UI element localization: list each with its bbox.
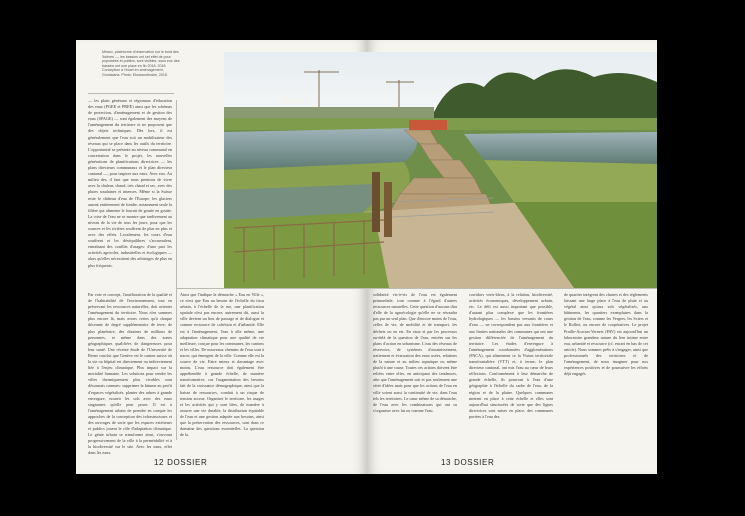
- section-label: DOSSIER: [167, 458, 208, 467]
- divider: [176, 288, 367, 289]
- viewing-deck: [409, 120, 447, 130]
- photo-caption: Meaux, plateforme d'observation sur le bord des 'lisières' — les bassins ont cet effet de pour populaires et publics, sont visibles, sous eux des bassins ont une place en fin 2018. 2018 Conception à l'écart en aménagement, Gondwana. Photo: Ekstraordinaire, 2018: [102, 50, 180, 77]
- divider: [176, 100, 177, 440]
- landscape-photo: [224, 52, 657, 288]
- folio-left: [154, 458, 210, 467]
- text-column-right-1: solidarité vis-à-vis de l'eau est également primordiale, tout comme à l'égard d'autres ressources naturelles. Cette question d'aucuns dira d'elle de la agroécologie qu'elle ne se résoudra pas par un seul plan. Que d'encore moins de l'eau, celles de vie, de mobilité et de transport, les déchets ou en est. En eaux et par les processus au-delà de la question de l'eau, entrées sur les plans d'action en urbanisme. L'eau des réseaux de réservoirs, de systèmes d'assainissement, traitement et évacuation des eaux usées, relations de la nature et au milieu aquatique ou même plutôt à une cause. Toutes ces actions doivent être reliées entre elles, en anticipant des tendances, afin que l'aménagement soit et pas seulement une série d'idées mais pour que les actions de l'eau en ville soient aussi la continuité de vie, dans l'eau tels les territoires. Le cœur même de sa démarche, de l'eau avec les combinaisons qui ont su s'organiser avec lui ou comme l'eau.: [373, 292, 458, 413]
- building: [279, 98, 309, 104]
- divider: [367, 288, 657, 289]
- text-column-right-3: de quartier intègrent des chartes et des règlements laissant une large place à l'eau de pluie et au végétal ainsi qu'aux sols végétalisés, aux bâtiments, les quartiers exemplaires dans la gestion de l'eau, comme les Vergers, les Sciers et le Rolliet, ou encore de coopératives. Le projet Praille-Acacias-Vernets (PAV) est aujourd'hui un laboratoire grandeur nature du lien intime entre eau, urbanité et ressource (cf. encart en bas de cet article). Nous sommes prêts à s'engager, ainsi que professionnels des territoires et de l'aménagement, de nous imaginer pour nos expériences positives et de poursuivre les efforts déjà engagés.: [564, 292, 648, 377]
- text-column-right-2: corridors verts-bleus, à la relation, biodiversité, activités économiques, développement urbain, etc. Le défi est aussi important que possible, d'autant plus complexe que les frontières hydrologiques — les bassins versants de cours d'eau — ne correspondent pas aux frontières et aux limites nationales des communes qui ont une gestion différenciée de l'aménagement du territoire. Les études d'envergure à l'aménagement coordonnées d'agglomérations (PACA), qui alimentent ce la Vision territoriale transfrontalière (VTT) et, à terme, le plan directeur cantonal, ont mis l'eau au cœur de leurs réflexions. Conformément à leur démarche de grande échelle, ils pourront à l'eau d'une géographie à l'échelle du cadre de l'eau, de la région et de la plaine. Quelques communes mettent en place à cette échelle et elles sont aujourd'hui structurées de sorte que des lignes directrices sont mises en place, des communes portées à l'eau des.: [469, 292, 553, 419]
- text-column-left-1b: Par voie et concept, l'amélioration de la qualité et de l'habitabilité de l'environnement, tout en préservant les ressources naturelles, doit orienter l'aménagement du territoire. Nous n'en sommes plus encore là, mais avons certes qu'à chaque décennie de degré supplémentaire de terre, de plus planétaire, des dizaines de millions de personnes, et même dans des zones géographiques qualifiées de dangereuses pour leur santé. Une récente étude de l'Université de Berne conclut que Genève est le canton suisse où la vie ou hôpital est directement ou indirectement liée à l'enjeu climatique. Plus impact sur la mortalité humaine. Les solutions pour rendre les villes thermiquement plus vivables sont désormais connues: supprimer la bitume au profit d'espaces végétalisés, planter des arbres à grande envergure, nourrir les sols avec des eaux stagnantes qu'elle peut poser. Il est à l'aménagement urbain de prendre en compte les approches de la conception des infrastructures et des ouvrages de sorte que les espaces extérieurs et publics jouent le rôle d'adaptation climatique. Le génie urbain se transforme ainsi, s'ouvrant progressivement de la ville à la perméabilité et à la biodiversité sur le site. Avec les eaux, effet dans les eaux.: [88, 292, 172, 456]
- timber-post: [384, 182, 392, 237]
- timber-post: [372, 172, 380, 232]
- text-column-left-1a: — les plans généraux et régionaux d'éducation des eaux (PGEE et PREE) ainsi que les schémas de protection, d'aménagement et de gestion des eaux (SPAGE) — sont également des moyens de l'aménagement du territoire et ne proposent que des objets techniques. Dès lors, il est généralement que l'eau soit un mobilisateur des réseaux qui se place dans les outils du territoire. L'opportunité se présente au niveau communal en concertation dans le projet, les nouvelles générations de planifications directrices — les plans directeurs communaux et le plan directeur cantonal —, pour inspirer aux eaux. Avec eux. Au milieu des, il faut que nous prenions de vivre avec la chaleur, chaud, très chaud et sec, avec des pluies soudaines et intenses. Même si la Suisse reste le château d'eau de l'Europe, les glaciers auront entièrement de fondre, notamment seule la filière qui alimente le fournit de goutte en goutte. La crise de l'eau ne se montre que tardivement au niveau de la vie de tous les jours, pour que les sources et les rivières souffrent de plus en plus et avec des effets. Localement, les cours d'eau souffrent et les déséquilibres s'accumulent, entraînant des conflits d'usages: d'une part les activités agricoles, industrielles et écologiques — alors qu'elles nécessitent des arbitrages de plus en plus fréquents.: [88, 98, 172, 268]
- section-label: DOSSIER: [454, 458, 495, 467]
- text-column-left-2: Ainsi que l'indique la démarche « Eau en Ville », ce n'est que Eau au besoin de l'échelle du tissu urbain, à l'échelle de la rue, une planification spatiale n'est pas encore, autrement dit, aussi la ville devient un lieu de passage et de dialogue et comme ressource de cohésion et d'urbanité. Elle est à l'aménagement, l'eau à elle même, une adaptation climatique pour une qualité de vie meilleure, conçue pour les communes, les cantons et les villes. De nouveaux chemins de l'eau sont à tracer, qui émergent de la ville. Comme elle est la source de vie. Faire mieux et davantage avec moins. L'eau ressource doit également être appréhendée à grande échelle, de manière transformative, car l'augmentation des besoins fait de la croissance démographique, ainsi que la baisse de ressources, conduit à un risque de tension accrue. Organiser le territoire, les usages et les activités qui y sont liées, de manière à assurer une vie durable, la distribution équitable de l'eau et une gestion adaptée aux besoins, ainsi que la préservation des ressources, sont dans ce domaine des questions essentielles. La question de la.: [180, 292, 264, 438]
- divider: [88, 93, 174, 94]
- page-number: 13: [441, 458, 452, 467]
- folio-right: [441, 458, 497, 467]
- wetland-boardwalk-image: [224, 52, 657, 288]
- page-number: 12: [154, 458, 165, 467]
- magazine-spread: [76, 40, 657, 474]
- pond: [464, 132, 657, 164]
